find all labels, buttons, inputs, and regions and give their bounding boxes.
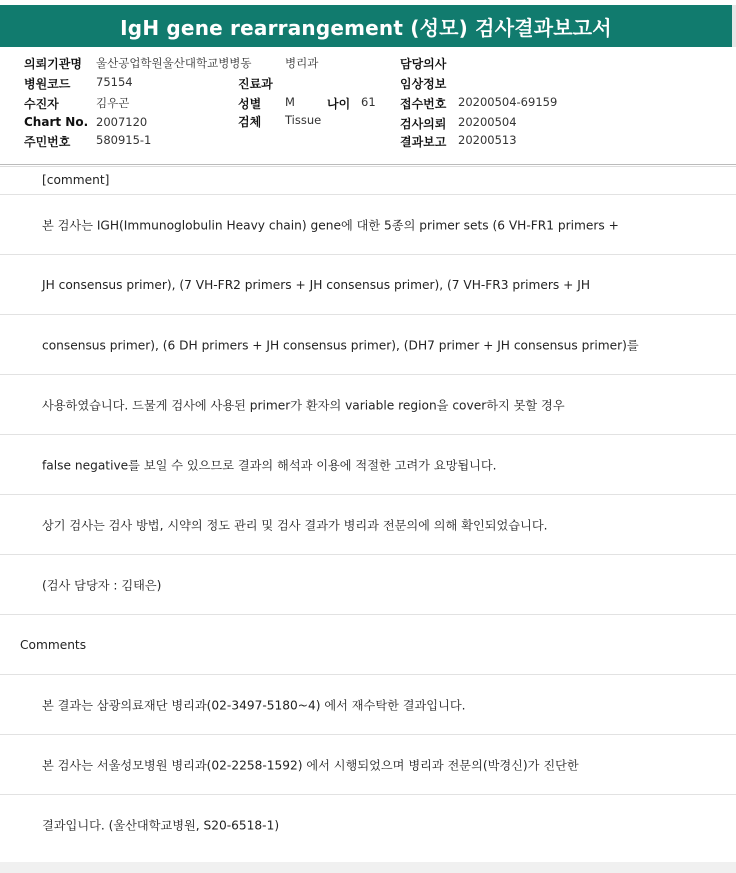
result-text-line: 상기 검사는 검사 방법, 시약의 정도 관리 및 검사 결과가 병리과 전문의에 의해 확인되었습니다. [42,518,548,532]
list-item [0,195,736,255]
list-item [0,375,736,435]
report-date-value: 20200513 [458,133,517,147]
sex-label: 성별 [238,97,262,111]
comment-heading: [comment] [42,173,110,187]
list-item [0,675,736,735]
department-label: 진료과 [238,77,273,91]
ward-value: 병리과 [285,56,319,70]
hospital-code-label: 병원코드 [24,77,71,91]
institution-label: 의뢰기관명 [24,57,82,71]
report-title-bar [0,5,736,47]
result-text-line: 본 검사는 IGH(Immunoglobulin Heavy chain) gene에 대한 5종의 primer sets (6 VH-FR1 primers + [42,218,619,232]
report-date-label: 결과보고 [400,135,447,149]
header-divider [0,164,736,165]
report-content [0,167,736,854]
comments-heading: Comments [20,637,87,652]
result-text-line: false negative를 보일 수 있으므로 결과의 해석과 이용에 적절한 고려가 요망됩니다. [42,458,497,472]
receipt-label: 접수번호 [400,97,447,111]
request-value: 20200504 [458,115,517,129]
hospital-code-value: 75154 [96,75,133,89]
result-text-line: 사용하였습니다. 드물게 검사에 사용된 primer가 환자의 variable region을 cover하지 못할 경우 [42,398,565,412]
result-text-line: consensus primer), (6 DH primers + JH consensus primer), (DH7 primer + JH consensus primer)를 [42,338,639,352]
report-title: IgH gene rearrangement (성모) 검사결과보고서 [120,15,612,40]
chart-number-value: 2007120 [96,115,148,129]
list-item [0,555,736,615]
chart-number-label: Chart No. [24,115,89,129]
list-item [0,615,736,675]
request-label: 검사의뢰 [400,117,447,131]
patient-label: 수진자 [24,97,59,111]
resident-id-label: 주민번호 [24,135,71,149]
list-item [0,735,736,795]
age-label: 나이 [327,97,351,111]
list-item [0,167,736,195]
comment-text-line: 결과입니다. (울산대학교병원, S20-6518-1) [42,818,280,832]
list-item [0,495,736,555]
comment-text-line: 본 검사는 서울성모병원 병리과(02-2258-1592) 에서 시행되었으며 병리과 전문의(박경신)가 진단한 [42,758,579,772]
list-item [0,795,736,854]
list-item [0,435,736,495]
sex-value: M [285,95,295,109]
specimen-value: Tissue [285,113,322,127]
patient-value: 김우곤 [96,96,130,110]
bottom-scroll-strip [0,862,736,873]
resident-id-value: 580915-1 [96,133,152,147]
physician-label: 담당의사 [400,57,447,71]
specimen-label: 검체 [238,115,262,129]
age-value: 61 [361,95,376,109]
result-text-line: JH consensus primer), (7 VH-FR2 primers + JH consensus primer), (7 VH-FR3 primers + JH [42,277,590,292]
clinical-info-label: 임상정보 [400,77,447,91]
comment-text-line: 본 결과는 삼광의료재단 병리과(02-3497-5180~4) 에서 재수탁한 결과입니다. [42,698,466,712]
examiner-line: (검사 담당자 : 김태은) [42,578,162,592]
patient-info-header [0,47,736,165]
institution-value: 울산공업학원울산대학교병병동 [96,56,252,70]
list-item [0,315,736,375]
receipt-value: 20200504-69159 [458,95,558,109]
list-item [0,255,736,315]
